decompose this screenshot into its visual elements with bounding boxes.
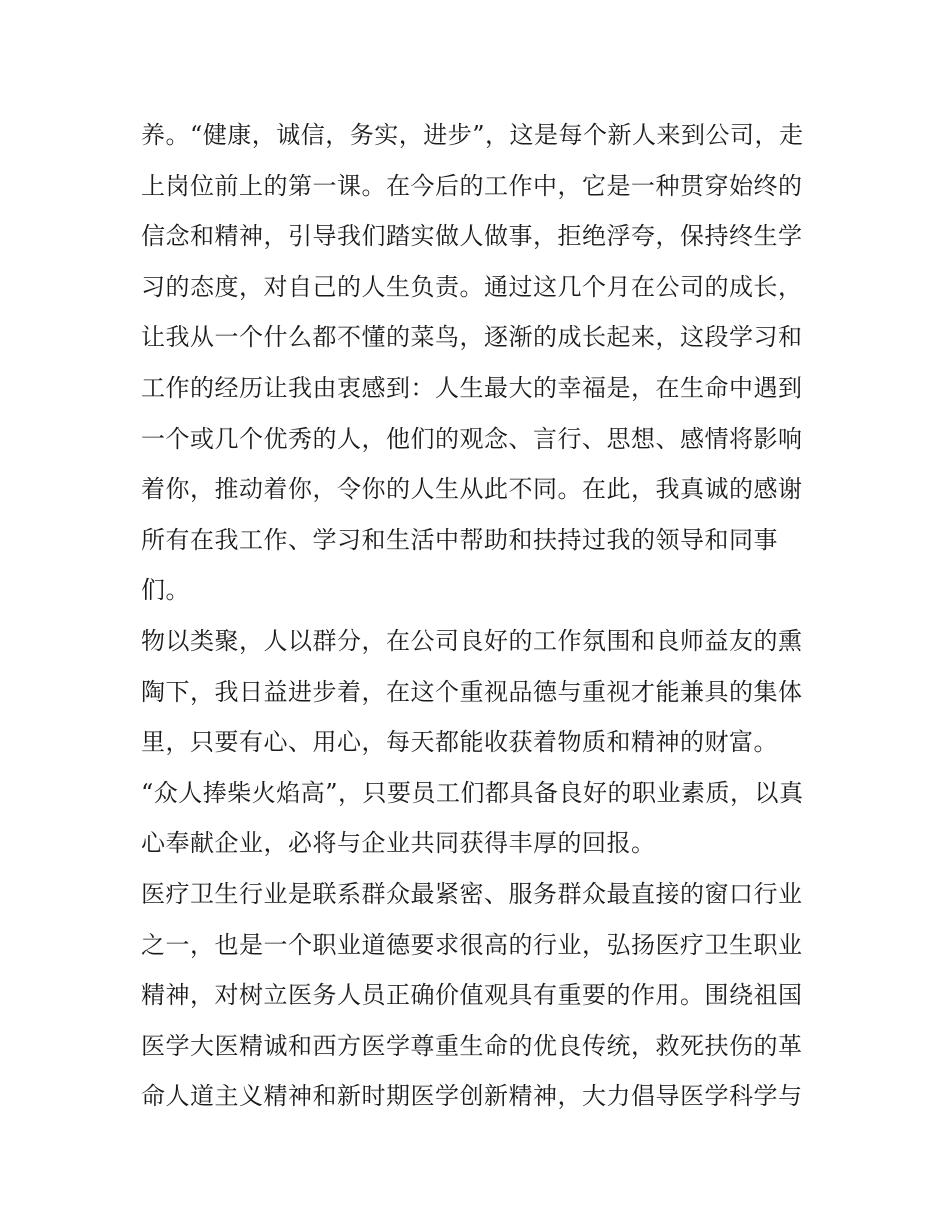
- text-line: 里，只要有心、用心，每天都能收获着物质和精神的财富。: [141, 728, 778, 757]
- text-line: 一个或几个优秀的人，他们的观念、言行、思想、感情将影响: [141, 424, 803, 453]
- text-line: 习的态度，对自己的人生负责。通过这几个月在公司的成长，: [141, 272, 803, 301]
- text-line: 心奉献企业，必将与企业共同获得丰厚的回报。: [141, 829, 656, 858]
- document-body: [141, 110, 821, 1122]
- text-line: 命人道主义精神和新时期医学创新精神，大力倡导医学科学与: [141, 1082, 803, 1111]
- text-line: “众人捧柴火焰高”，只要员工们都具备良好的职业素质，以真: [141, 778, 804, 807]
- text-line: 医学大医精诚和西方医学尊重生命的优良传统，救死扶伤的革: [141, 1031, 803, 1060]
- text-line: 陶下，我日益进步着，在这个重视品德与重视才能兼具的集体: [141, 677, 803, 706]
- text-line: 着你，推动着你，令你的人生从此不同。在此，我真诚的感谢: [141, 475, 803, 504]
- text-line: 信念和精神，引导我们踏实做人做事，拒绝浮夸，保持终生学: [141, 222, 803, 251]
- text-line: 工作的经历让我由衷感到：人生最大的幸福是，在生命中遇到: [141, 373, 803, 402]
- text-line: 们。: [141, 576, 190, 605]
- text-line: 所有在我工作、学习和生活中帮助和扶持过我的领导和同事: [141, 525, 778, 554]
- text-line: 物以类聚，人以群分，在公司良好的工作氛围和良师益友的熏: [141, 626, 803, 655]
- text-line: 让我从一个什么都不懂的菜鸟，逐渐的成长起来，这段学习和: [141, 323, 803, 352]
- text-line: 上岗位前上的第一课。在今后的工作中，它是一种贯穿始终的: [141, 171, 803, 200]
- text-line: 之一，也是一个职业道德要求很高的行业，弘扬医疗卫生职业: [141, 930, 803, 959]
- text-line: 养。“健康，诚信，务实，进步”，这是每个新人来到公司，走: [141, 121, 804, 149]
- text-line: 精神，对树立医务人员正确价值观具有重要的作用。围绕祖国: [141, 981, 803, 1010]
- text-line: 医疗卫生行业是联系群众最紧密、服务群众最直接的窗口行业: [141, 879, 803, 908]
